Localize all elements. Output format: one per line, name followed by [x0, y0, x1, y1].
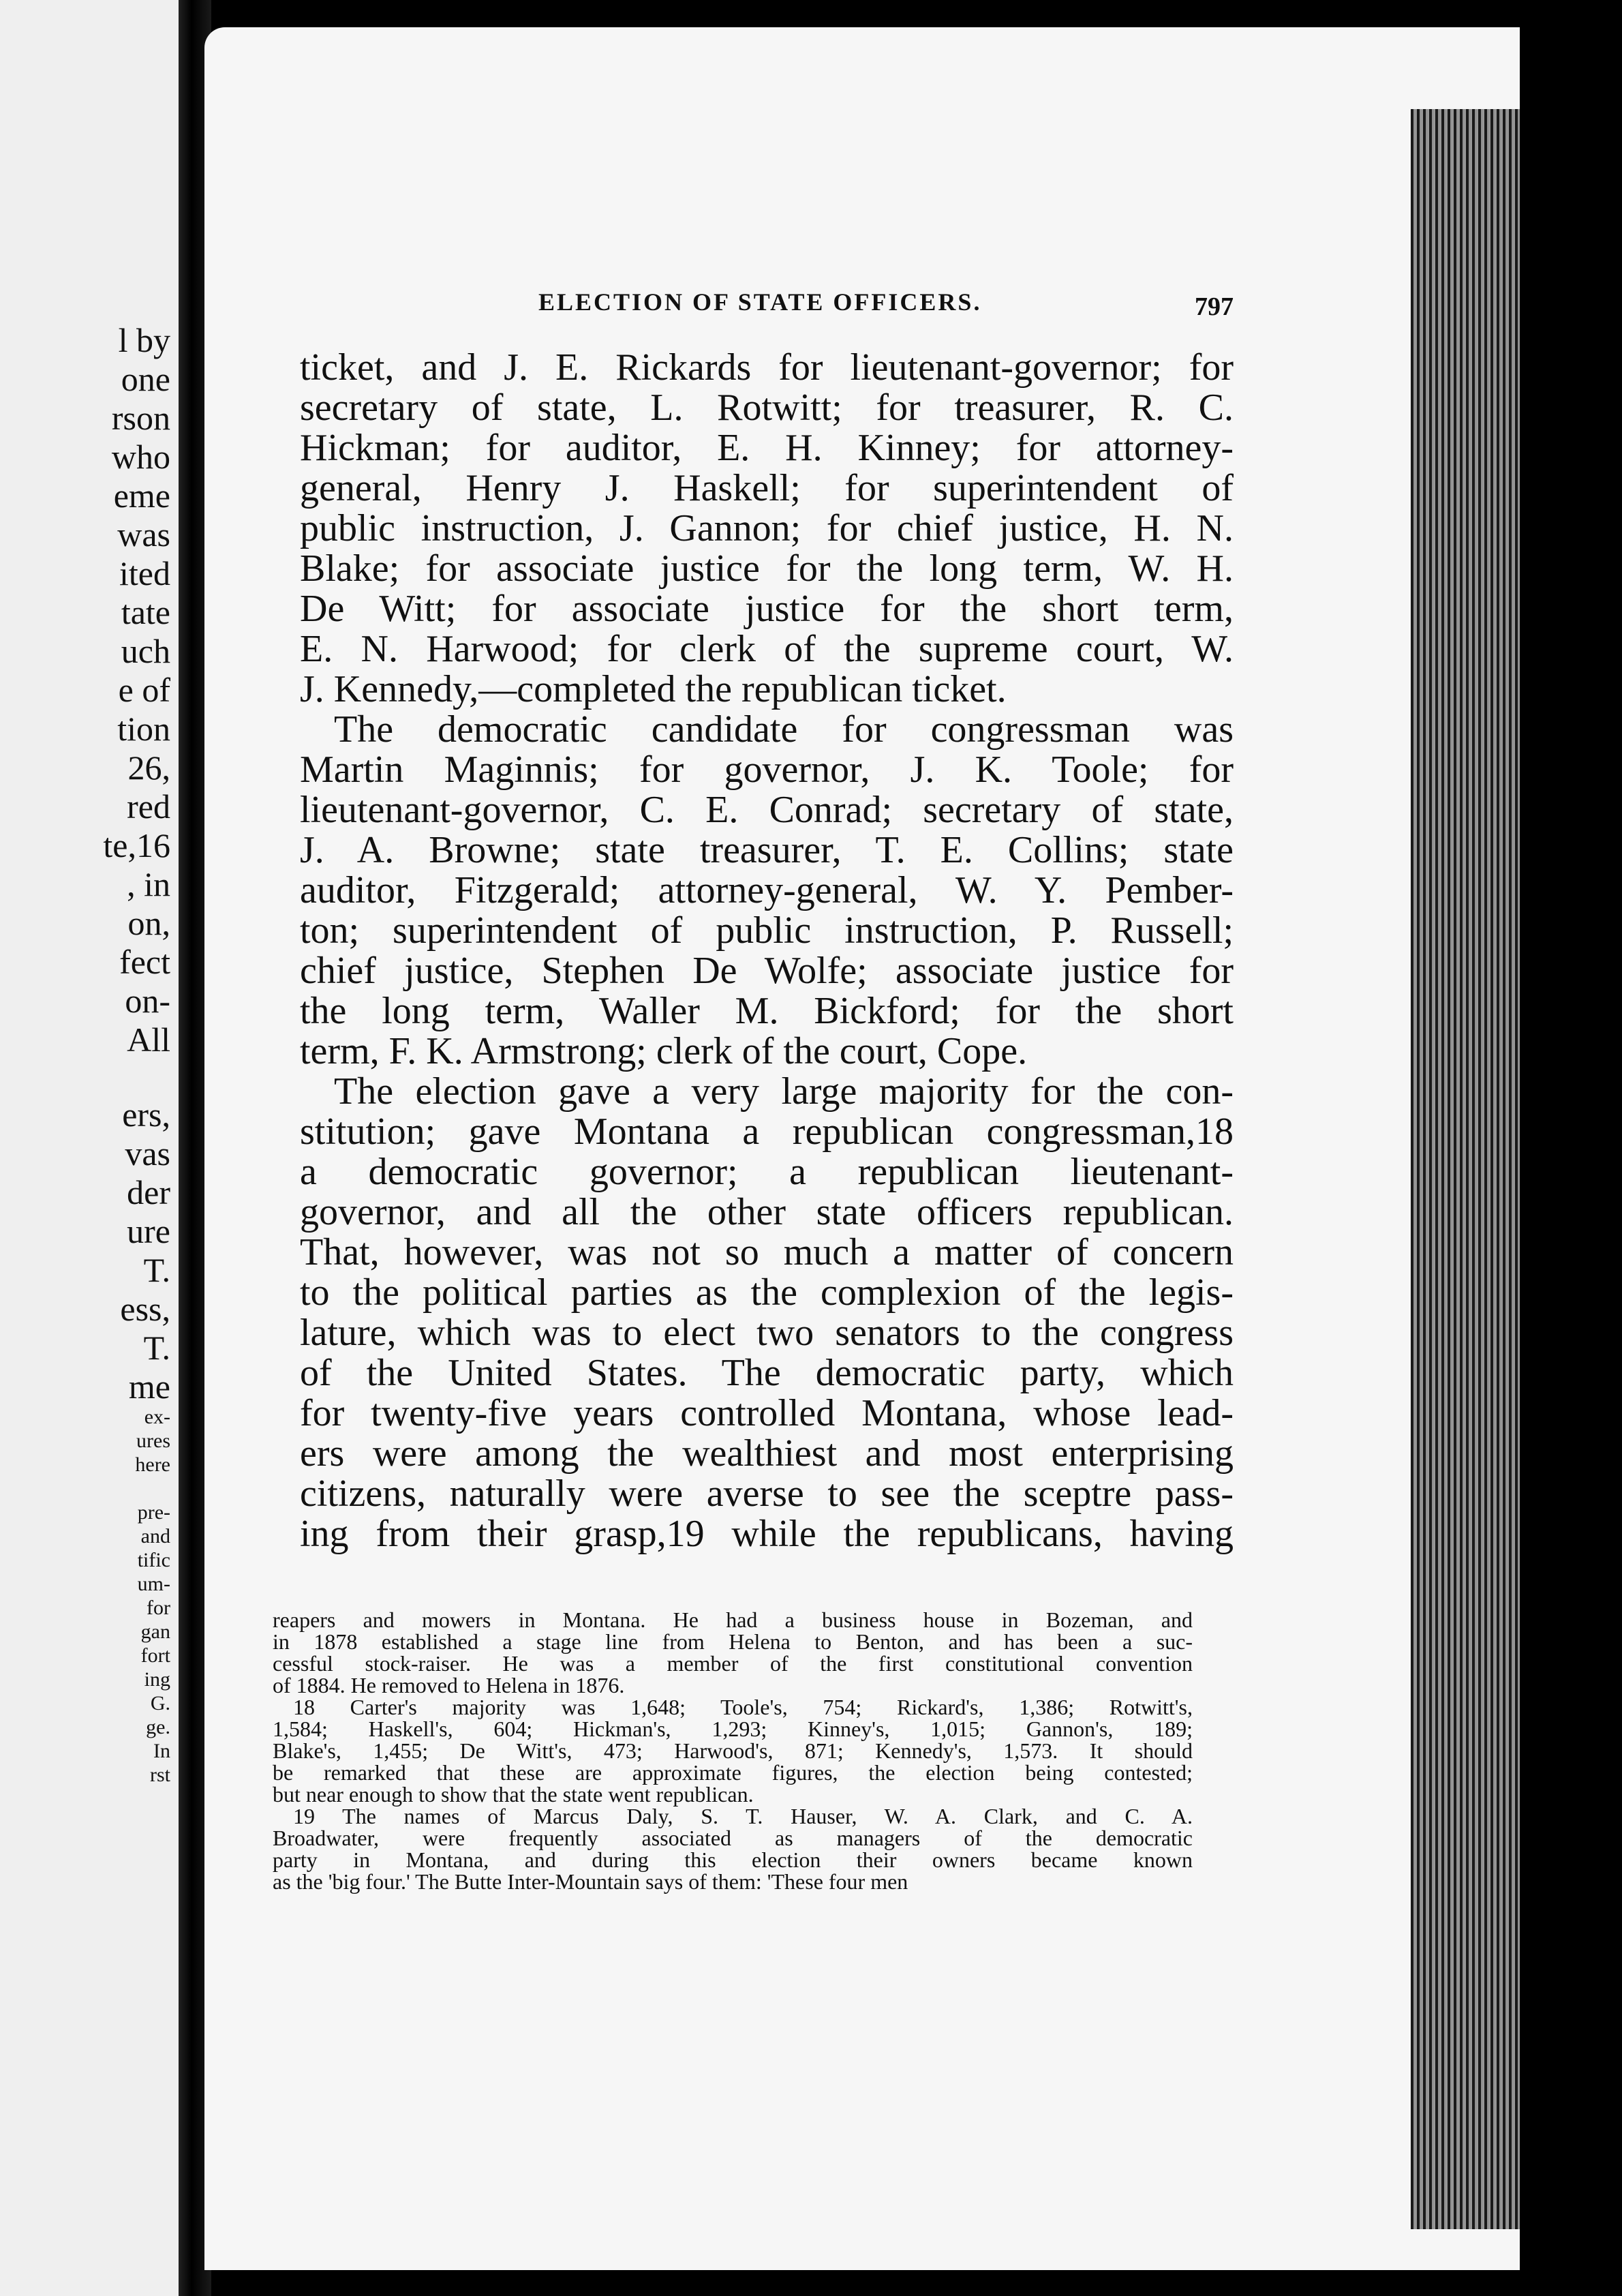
facing-page-line: uch [121, 632, 170, 670]
body-line: governor, and all the other state officers republican. [300, 1191, 1234, 1233]
footnote-line: be remarked that these are approximate figures, the election being contested; [273, 1760, 1193, 1785]
footnote-line: but near enough to show that the state went republican. [273, 1782, 754, 1807]
footnote-line: in 1878 established a stage line from Helena to Benton, and has been a suc- [273, 1629, 1193, 1654]
body-line: secretary of state, L. Rotwitt; for treasurer, R. C. [300, 387, 1234, 429]
facing-page-line: l by [118, 321, 170, 359]
facing-page-line: for [147, 1597, 170, 1619]
footnote-line: 19 The names of Marcus Daly, S. T. Hauser, W. A. Clark, and C. A. [293, 1804, 1193, 1828]
running-title: ELECTION OF STATE OFFICERS. [538, 288, 982, 316]
body-line: J. A. Browne; state treasurer, T. E. Collins; state [300, 829, 1234, 871]
footnote-line: Blake's, 1,455; De Witt's, 473; Harwood's, 871; Kennedy's, 1,573. It should [273, 1738, 1193, 1763]
body-line: term, F. K. Armstrong; clerk of the court, Cope. [300, 1030, 1028, 1072]
body-line: ton; superintendent of public instruction, P. Russell; [300, 909, 1234, 952]
facing-page-line: vas [125, 1134, 170, 1173]
body-line: Blake; for associate justice for the long term, W. H. [300, 547, 1234, 590]
footnote-line: as the 'big four.' The Butte Inter-Mountain says of them: 'These four men [273, 1869, 908, 1894]
facing-page-line: gan [140, 1620, 170, 1643]
footnote-line: party in Montana, and during this election their owners became known [273, 1847, 1193, 1872]
facing-page-line: fort [140, 1644, 170, 1667]
facing-page-line: rson [111, 399, 170, 437]
facing-page-fragment [0, 0, 184, 2296]
facing-page-line: All [127, 1021, 170, 1059]
footnote-line: reapers and mowers in Montana. He had a business house in Bozeman, and [273, 1607, 1193, 1632]
body-line: to the political parties as the complexion of the legis- [300, 1271, 1234, 1314]
facing-page-line: pre- [137, 1501, 170, 1524]
facing-page-line: G. [150, 1692, 170, 1715]
body-line: Martin Maginnis; for governor, J. K. Toole; for [300, 749, 1234, 791]
facing-page-line: fect [119, 943, 170, 981]
book-edge-shadow [1567, 82, 1622, 2202]
facing-page-line: ing [144, 1668, 170, 1691]
facing-page-line: ess, [120, 1290, 170, 1328]
footnote-line: 18 Carter's majority was 1,648; Toole's, 754; Rickard's, 1,386; Rotwitt's, [293, 1695, 1193, 1719]
body-line: That, however, was not so much a matter of concern [300, 1231, 1234, 1273]
body-line: stitution; gave Montana a republican congressman,18 [300, 1111, 1234, 1153]
body-line: the long term, Waller M. Bickford; for the short [300, 990, 1234, 1032]
body-line: of the United States. The democratic party, which [300, 1352, 1234, 1394]
facing-page-line: In [153, 1740, 170, 1762]
footnote-line: of 1884. He removed to Helena in 1876. [273, 1673, 625, 1697]
facing-page-line: me [128, 1368, 170, 1406]
body-line: lature, which was to elect two senators to the congress [300, 1312, 1234, 1354]
facing-page-line: ited [119, 554, 170, 592]
facing-page-line: who [111, 438, 170, 476]
facing-page-line: ures [136, 1430, 170, 1452]
body-line: The election gave a very large majority for the con- [334, 1070, 1234, 1113]
facing-page-line: one [121, 360, 170, 398]
body-line: citizens, naturally were averse to see the sceptre pass- [300, 1472, 1234, 1515]
running-head [334, 266, 1234, 320]
body-line: Hickman; for auditor, E. H. Kinney; for attorney- [300, 427, 1234, 469]
body-line: public instruction, J. Gannon; for chief justice, H. N. [300, 507, 1234, 549]
facing-page-line: ge. [146, 1716, 170, 1738]
facing-page-line: tion [117, 710, 170, 748]
body-line: E. N. Harwood; for clerk of the supreme court, W. [300, 628, 1234, 670]
body-line: ers were among the wealthiest and most enterprising [300, 1432, 1234, 1475]
facing-page-line: ers, [122, 1096, 170, 1134]
body-line: ing from their grasp,19 while the republicans, having [300, 1513, 1234, 1555]
footnote-line: cessful stock-raiser. He was a member of the first constitutional convention [273, 1651, 1193, 1676]
footnotes [273, 1609, 1193, 1892]
facing-page-line: tate [121, 593, 170, 631]
facing-page-line: , in [127, 865, 170, 903]
facing-page-line: red [127, 787, 170, 826]
facing-page-line: and [140, 1525, 170, 1547]
facing-page-line: um- [137, 1573, 170, 1595]
facing-page-line: ure [127, 1212, 170, 1250]
page-number: 797 [1195, 292, 1234, 321]
body-line: De Witt; for associate justice for the short term, [300, 588, 1234, 630]
facing-page-line: der [127, 1173, 170, 1211]
body-line: The democratic candidate for congressman was [334, 708, 1234, 751]
body-line: J. Kennedy,—completed the republican ticket. [300, 668, 1007, 710]
facing-page-line: T. [143, 1251, 170, 1289]
page-edges [1411, 109, 1520, 2229]
body-line: auditor, Fitzgerald; attorney-general, W. Y. Pember- [300, 869, 1234, 911]
body-text [300, 348, 1234, 1554]
body-line: ticket, and J. E. Rickards for lieutenant-governor; for [300, 346, 1234, 389]
facing-page-line: te,16 [103, 826, 170, 864]
facing-page-line: here [135, 1453, 170, 1476]
facing-page-line: tific [137, 1549, 170, 1571]
facing-page-line: 26, [127, 749, 170, 787]
body-line: for twenty-five years controlled Montana, whose lead- [300, 1392, 1234, 1434]
facing-page-line: on- [125, 982, 170, 1020]
body-line: general, Henry J. Haskell; for superintendent of [300, 467, 1234, 509]
facing-page-line: was [117, 515, 170, 554]
facing-page-line: ex- [144, 1406, 170, 1428]
facing-page-line: T. [143, 1329, 170, 1367]
facing-page-line: on, [127, 904, 170, 942]
facing-page-line: eme [113, 477, 170, 515]
body-line: chief justice, Stephen De Wolfe; associate justice for [300, 950, 1234, 992]
footnote-line: 1,584; Haskell's, 604; Hickman's, 1,293; Kinney's, 1,015; Gannon's, 189; [273, 1717, 1193, 1741]
body-line: lieutenant-governor, C. E. Conrad; secretary of state, [300, 789, 1234, 831]
body-line: a democratic governor; a republican lieutenant- [300, 1151, 1234, 1193]
footnote-line: Broadwater, were frequently associated as managers of the democratic [273, 1826, 1193, 1850]
facing-page-line: rst [150, 1764, 170, 1786]
facing-page-line: e of [118, 671, 170, 709]
